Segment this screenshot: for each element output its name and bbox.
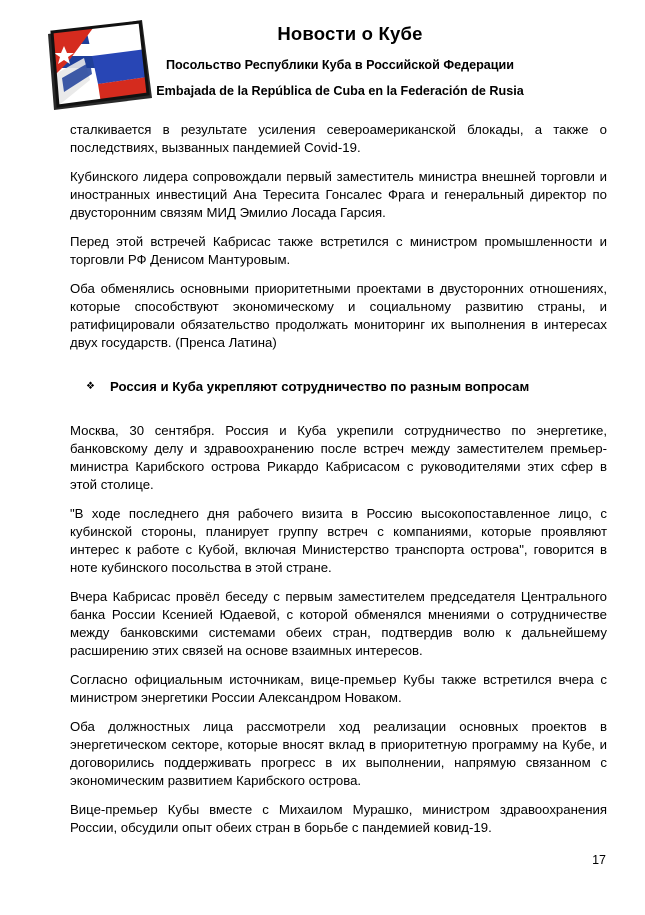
page-number: 17 [592,853,606,867]
article2-heading: Россия и Куба укрепляют сотрудничество по разным вопросам [110,379,530,394]
article2-paragraph-1: Москва, 30 сентября. Россия и Куба укрепили сотрудничество по энергетике, банковскому делу и здравоохранению после встреч между заместителем премьер-министра Карибского острова Рикардо Кабрисасом с руководителями этих сфер в этой столице. [70,423,607,492]
header-title: Новости о Кубе [277,23,423,44]
article2-paragraph-2: "В ходе последнего дня рабочего визита в Россию высокопоставленное лицо, с кубинской стороны, планирует группу встреч с компаниями, которые проявляют интерес к работе с Кубой, включая Министерство транспорта острова", говорится в ноте кубинского посольства в этой стране. [70,506,607,575]
article2-paragraph-6: Вице-премьер Кубы вместе с Михаилом Мурашко, министром здравоохранения России, обсудили опыт обеих стран в борьбе с пандемией ковид-19. [70,802,607,835]
header-subtitle-es: Embajada de la República de Cuba en la Federación de Rusia [156,84,524,98]
article2-paragraph-5: Оба должностных лица рассмотрели ход реализации основных проектов в энергетическом секторе, которые вносят вклад в приоритетную программу на Кубе, и договорились поддерживать прогресс в их выполнении, напрямую связанном с экономическим развитием Карибского острова. [70,719,607,788]
article1-paragraph-3: Перед этой встречей Кабрисас также встретился с министром промышленности и торговли РФ Денисом Мантуровым. [70,234,607,267]
article2-paragraph-3: Вчера Кабрисас провёл беседу с первым заместителем председателя Центрального банка России Ксенией Юдаевой, с которой обменялся мнениями о сотрудничестве между банковскими системами обеих стран, подтвердив волю к дальнейшему расширению этих связей на основе взаимных интересов. [70,589,607,658]
article2-heading-row [86,379,607,394]
header-subtitle-ru: Посольство Республики Куба в Российской Федерации [166,58,514,72]
cuba-russia-flag-icon [44,18,154,110]
page-header [0,0,645,120]
article-content [70,121,607,848]
article1-paragraph-1: сталкивается в результате усиления североамериканской блокады, а также о последствиях, вызванных пандемией Covid-19. [70,122,607,155]
diamond-bullet-icon: ❖ [86,381,95,392]
article2-paragraph-4: Согласно официальным источникам, вице-премьер Кубы также встретился вчера с министром энергетики России Александром Новаком. [70,672,607,705]
article1-paragraph-2: Кубинского лидера сопровождали первый заместитель министра внешней торговли и иностранных инвестиций Ана Тересита Гонсалес Фрага и генеральный директор по двусторонним связям МИД Эмилио Лосада Гарсия. [70,169,607,220]
article1-paragraph-4: Оба обменялись основными приоритетными проектами в двусторонних отношениях, которые способствуют экономическому и социальному развитию страны, и ратифицировали обязательство продолжать мониторинг их выполнения в интересах двух государств. (Пренса Латина) [70,281,607,350]
